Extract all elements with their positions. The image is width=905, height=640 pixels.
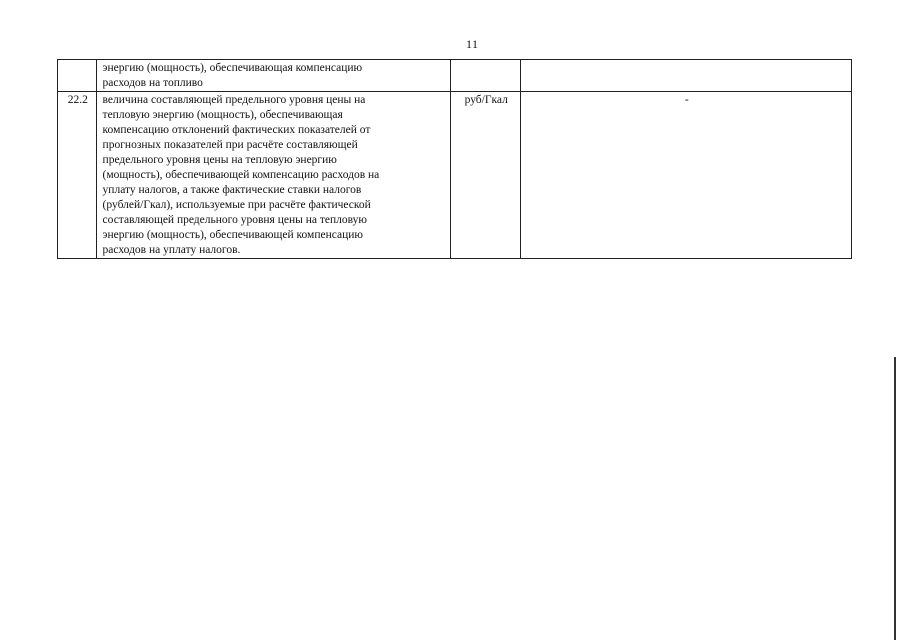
description-line: компенсацию отклонений фактических показателей от [102, 124, 371, 136]
table-row [58, 60, 852, 92]
description-line: величина составляющей предельного уровня цены на [102, 94, 366, 106]
row-value-cell: - [520, 92, 851, 259]
page-number: 11 [466, 37, 479, 51]
scan-edge-line [894, 357, 896, 640]
indicator-table [57, 59, 852, 259]
row-value-cell [520, 60, 851, 92]
row-unit-cell [450, 60, 520, 92]
table-row [58, 92, 852, 259]
row-description-cell [96, 92, 450, 259]
description-line: прогнозных показателей при расчёте составляющей [102, 139, 358, 151]
description-line: тепловую энергию (мощность), обеспечивающая [102, 109, 343, 121]
description-line: (мощность), обеспечивающей компенсацию расходов на [102, 169, 380, 181]
description-line: энергию (мощность), обеспечивающей компенсацию [102, 229, 363, 241]
row-description-cell [96, 60, 450, 92]
description-line: составляющей предельного уровня цены на тепловую [102, 214, 368, 226]
row-number-cell: 22.2 [58, 92, 97, 259]
description-line: расходов на уплату налогов. [102, 244, 241, 256]
description-line: предельного уровня цены на тепловую энергию [102, 154, 337, 166]
row-number-cell [58, 60, 97, 92]
row-unit-cell: руб/Гкал [450, 92, 520, 259]
description-line: уплату налогов, а также фактические ставки налогов [102, 184, 362, 196]
description-line: расходов на топливо [102, 77, 203, 89]
description-line: энергию (мощность), обеспечивающая компенсацию [102, 62, 363, 74]
description-line: (рублей/Гкал), используемые при расчёте фактической [102, 199, 371, 211]
